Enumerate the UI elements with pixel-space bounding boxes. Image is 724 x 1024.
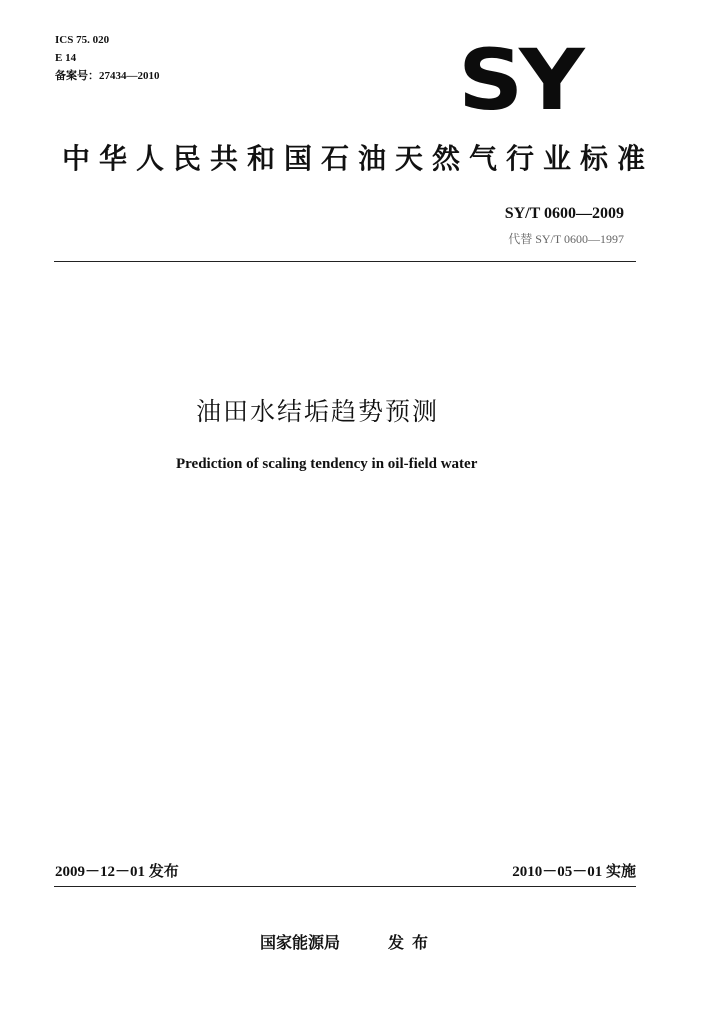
ics-code: ICS 75. 020 <box>55 34 110 46</box>
issue-date: 2009－12－01 发布 <box>55 864 179 880</box>
bottom-divider <box>54 886 636 887</box>
replaces-standard: 代替 SY/T 0600—1997 <box>508 232 624 246</box>
record-number: 备案号：27434—2010 <box>55 70 160 82</box>
standard-number: SY/T 0600—2009 <box>504 205 624 222</box>
category-code: E 14 <box>55 52 77 64</box>
top-divider <box>54 261 636 262</box>
publish-label: 发布 <box>388 933 437 952</box>
publisher-name: 国家能源局 <box>260 933 341 952</box>
document-title-cn: 油田水结垢趋势预测 <box>196 397 440 426</box>
document-metadata <box>55 31 160 85</box>
sy-logo: SY <box>458 31 581 129</box>
standard-org-title: 中华人民共和国石油天然气行业标准 <box>62 142 655 175</box>
document-title-en: Prediction of scaling tendency in oil-field water <box>176 456 478 472</box>
implementation-date: 2010－05－01 实施 <box>512 864 636 880</box>
